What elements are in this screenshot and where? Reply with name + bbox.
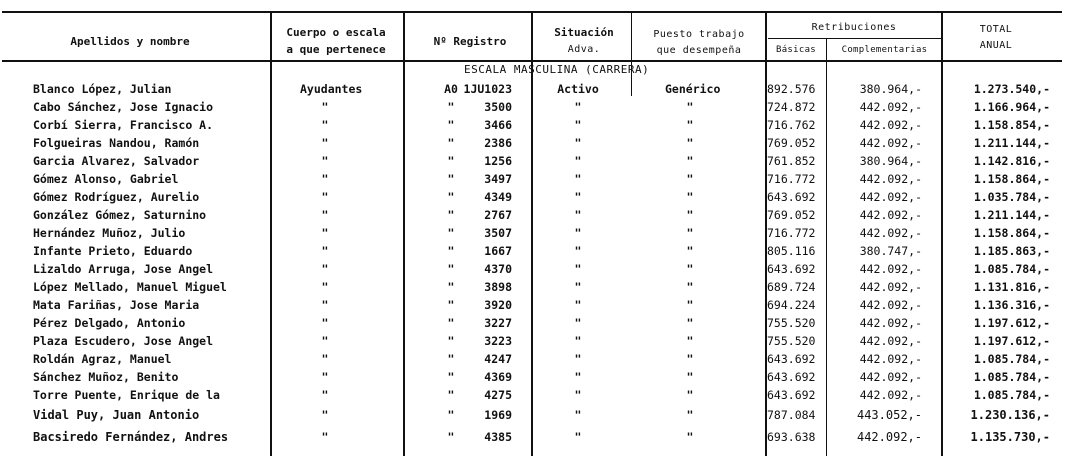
cell-complementarias: 380.964,- (859, 82, 922, 96)
cell-name: Gómez Rodríguez, Aurelio (33, 190, 200, 204)
cell-complementarias: 442.092,- (859, 388, 922, 402)
cell-mark: " (447, 370, 455, 384)
cell-name: Hernández Muñoz, Julio (33, 226, 186, 240)
cell-complementarias: 442.092,- (859, 262, 922, 276)
cell-name: Torre Puente, Enrique de la (33, 388, 220, 402)
cell-basicas: 755.520 (767, 334, 816, 348)
cell-basicas: 787.084 (767, 408, 816, 422)
cell-situacion: " (574, 298, 582, 312)
cell-mark: " (447, 388, 455, 402)
cell-basicas: 689.724 (767, 280, 816, 294)
cell-mark: " (447, 100, 455, 114)
cell-registro: 1667 (484, 244, 512, 258)
cell-basicas: 761.852 (767, 154, 816, 168)
cell-registro: 2386 (484, 136, 512, 150)
cell-cuerpo: " (321, 136, 329, 150)
cell-complementarias: 442.092,- (859, 136, 922, 150)
cell-basicas: 755.520 (767, 316, 816, 330)
cell-registro: 3227 (484, 316, 512, 330)
cell-total: 1.085.784,- (973, 352, 1050, 366)
table-row (0, 172, 1071, 190)
cell-puesto: " (686, 430, 694, 444)
cell-name: Bacsiredo Fernández, Andres (33, 430, 229, 444)
cell-total: 1.136.316,- (973, 298, 1050, 312)
cell-registro: 3507 (484, 226, 512, 240)
cell-cuerpo: " (321, 316, 329, 330)
table-row (0, 118, 1071, 136)
table-row (0, 408, 1071, 426)
cell-basicas: 805.116 (767, 244, 816, 258)
table-row (0, 100, 1071, 118)
table-row (0, 280, 1071, 298)
cell-cuerpo: " (321, 154, 329, 168)
cell-situacion: " (574, 316, 582, 330)
cell-name: Roldán Agraz, Manuel (33, 352, 172, 366)
cell-puesto: " (686, 154, 694, 168)
cell-complementarias: 442.092,- (856, 430, 922, 444)
cell-situacion: " (574, 136, 582, 150)
cell-complementarias: 442.092,- (859, 298, 922, 312)
cell-situacion: " (574, 280, 582, 294)
cell-cuerpo: " (321, 280, 329, 294)
cell-puesto: Genérico (665, 82, 721, 96)
cell-mark: " (447, 408, 455, 422)
cell-cuerpo: Ayudantes (300, 82, 363, 96)
cell-complementarias: 442.092,- (859, 208, 922, 222)
cell-basicas: 643.692 (767, 262, 816, 276)
cell-basicas: 643.692 (767, 352, 816, 366)
cell-registro: 1969 (484, 408, 512, 422)
cell-mark: " (447, 352, 455, 366)
cell-name: Cabo Sánchez, Jose Ignacio (33, 100, 214, 114)
cell-registro: 3898 (484, 280, 512, 294)
cell-registro: 4370 (484, 262, 512, 276)
cell-complementarias: 442.092,- (859, 316, 922, 330)
cell-basicas: 716.772 (767, 226, 816, 240)
cell-situacion: " (574, 370, 582, 384)
cell-basicas: 643.692 (767, 370, 816, 384)
cell-puesto: " (686, 388, 694, 402)
cell-registro: 2767 (484, 208, 512, 222)
cell-name: Corbí Sierra, Francisco A. (33, 118, 214, 132)
cell-total: 1.185.863,- (973, 244, 1050, 258)
header-total-line2: ANUAL (979, 40, 1013, 51)
cell-name: Plaza Escudero, Jose Angel (33, 334, 214, 348)
cell-puesto: " (686, 190, 694, 204)
cell-mark: " (447, 190, 455, 204)
table-row (0, 154, 1071, 172)
cell-total: 1.197.612,- (973, 316, 1050, 330)
cell-total: 1.158.864,- (973, 226, 1050, 240)
cell-total: 1.085.784,- (973, 388, 1050, 402)
cell-total: 1.085.784,- (973, 370, 1050, 384)
cell-registro: 1JU1023 (463, 82, 512, 96)
cell-complementarias: 442.092,- (859, 100, 922, 114)
cell-basicas: 769.052 (767, 136, 816, 150)
cell-situacion: " (574, 334, 582, 348)
cell-total: 1.158.864,- (973, 172, 1050, 186)
cell-mark: " (447, 154, 455, 168)
cell-total: 1.230.136,- (970, 408, 1050, 422)
table-row (0, 82, 1071, 100)
cell-mark: " (447, 280, 455, 294)
cell-basicas: 724.872 (767, 100, 816, 114)
cell-cuerpo: " (321, 100, 329, 114)
header-registro: Nº Registro (433, 35, 507, 48)
cell-situacion: " (574, 430, 582, 444)
cell-complementarias: 442.092,- (859, 190, 922, 204)
cell-cuerpo: " (321, 370, 329, 384)
cell-puesto: " (686, 352, 694, 366)
cell-complementarias: 380.964,- (859, 154, 922, 168)
cell-cuerpo: " (321, 226, 329, 240)
cell-registro: 3223 (484, 334, 512, 348)
cell-cuerpo: " (321, 172, 329, 186)
cell-complementarias: 442.092,- (859, 370, 922, 384)
cell-mark: " (447, 262, 455, 276)
table-row (0, 334, 1071, 352)
cell-cuerpo: " (321, 408, 329, 422)
cell-name: Gómez Alonso, Gabriel (33, 172, 179, 186)
cell-situacion: Activo (557, 82, 599, 96)
cell-complementarias: 442.092,- (859, 226, 922, 240)
cell-mark: " (447, 316, 455, 330)
cell-registro: 4369 (484, 370, 512, 384)
cell-basicas: 892.576 (767, 82, 816, 96)
header-retribuciones: Retribuciones (811, 22, 897, 33)
cell-total: 1.211.144,- (973, 208, 1050, 222)
table-row (0, 136, 1071, 154)
header-cuerpo-line1: Cuerpo o escala (286, 26, 386, 39)
cell-cuerpo: " (321, 388, 329, 402)
cell-registro: 3500 (484, 100, 512, 114)
cell-mark: " (447, 226, 455, 240)
cell-cuerpo: " (321, 298, 329, 312)
cell-cuerpo: " (321, 262, 329, 276)
cell-puesto: " (686, 370, 694, 384)
cell-name: Sánchez Muñoz, Benito (33, 370, 179, 384)
cell-puesto: " (686, 262, 694, 276)
cell-complementarias: 442.092,- (859, 352, 922, 366)
cell-cuerpo: " (321, 244, 329, 258)
cell-puesto: " (686, 118, 694, 132)
cell-name: Folgueiras Nandou, Ramón (33, 136, 200, 150)
cell-cuerpo: " (321, 430, 329, 444)
cell-cuerpo: " (321, 352, 329, 366)
cell-registro: 4385 (484, 430, 512, 444)
cell-name: Lizaldo Arruga, Jose Angel (33, 262, 214, 276)
cell-registro: 4247 (484, 352, 512, 366)
cell-name: Pérez Delgado, Antonio (33, 316, 186, 330)
header-puesto-line1: Puesto trabajo (653, 29, 745, 40)
cell-mark: " (447, 244, 455, 258)
header-cuerpo-line2: a que pertenece (286, 43, 386, 56)
table-row (0, 298, 1071, 316)
cell-puesto: " (686, 100, 694, 114)
header-name: Apellidos y nombre (70, 35, 190, 48)
cell-mark: " (447, 298, 455, 312)
cell-complementarias: 442.092,- (859, 118, 922, 132)
cell-registro: 3497 (484, 172, 512, 186)
table-row (0, 316, 1071, 334)
cell-basicas: 716.762 (767, 118, 816, 132)
cell-situacion: " (574, 408, 582, 422)
cell-situacion: " (574, 226, 582, 240)
cell-total: 1.142.816,- (973, 154, 1050, 168)
table-row (0, 208, 1071, 226)
cell-registro: 3920 (484, 298, 512, 312)
cell-puesto: " (686, 334, 694, 348)
cell-mark: " (447, 172, 455, 186)
cell-total: 1.273.540,- (973, 82, 1050, 96)
cell-cuerpo: " (321, 334, 329, 348)
table-row (0, 190, 1071, 208)
cell-name: López Mellado, Manuel Miguel (33, 280, 227, 294)
cell-total: 1.197.612,- (973, 334, 1050, 348)
cell-registro: 4349 (484, 190, 512, 204)
cell-name: Garcia Alvarez, Salvador (33, 154, 200, 168)
cell-situacion: " (574, 154, 582, 168)
cell-name: Blanco López, Julian (33, 82, 172, 96)
cell-basicas: 643.692 (767, 388, 816, 402)
cell-basicas: 693.638 (767, 430, 816, 444)
header-puesto-line2: que desempeña (656, 45, 742, 56)
cell-basicas: 769.052 (767, 208, 816, 222)
cell-name: González Gómez, Saturnino (33, 208, 207, 222)
cell-puesto: " (686, 280, 694, 294)
cell-puesto: " (686, 208, 694, 222)
header-total-line1: TOTAL (979, 24, 1013, 35)
cell-registro: 3466 (484, 118, 512, 132)
cell-total: 1.085.784,- (973, 262, 1050, 276)
cell-mark: " (447, 430, 455, 444)
cell-puesto: " (686, 316, 694, 330)
cell-puesto: " (686, 408, 694, 422)
cell-complementarias: 442.092,- (859, 334, 922, 348)
header-situacion-line2: Adva. (567, 44, 601, 55)
cell-mark: " (447, 334, 455, 348)
cell-basicas: 694.224 (767, 298, 816, 312)
retribuciones-divider (768, 38, 943, 39)
cell-situacion: " (574, 118, 582, 132)
cell-total: 1.166.964,- (973, 100, 1050, 114)
cell-total: 1.035.784,- (973, 190, 1050, 204)
cell-cuerpo: " (321, 190, 329, 204)
header-situacion-line1: Situación (554, 26, 614, 39)
cell-complementarias: 380.747,- (859, 244, 922, 258)
cell-complementarias: 442.092,- (859, 280, 922, 294)
cell-situacion: " (574, 100, 582, 114)
cell-complementarias: 443.052,- (856, 408, 922, 422)
cell-basicas: 716.772 (767, 172, 816, 186)
table-row (0, 262, 1071, 280)
cell-cuerpo: " (321, 208, 329, 222)
cell-cuerpo: " (321, 118, 329, 132)
cell-puesto: " (686, 172, 694, 186)
table-row (0, 352, 1071, 370)
cell-puesto: " (686, 244, 694, 258)
cell-puesto: " (686, 226, 694, 240)
cell-total: 1.211.144,- (973, 136, 1050, 150)
cell-puesto: " (686, 298, 694, 312)
cell-total: 1.131.816,- (973, 280, 1050, 294)
cell-mark: A0 (444, 82, 458, 96)
cell-situacion: " (574, 352, 582, 366)
cell-situacion: " (574, 244, 582, 258)
section-banner: ESCALA MASCULINA (CARRERA) (464, 63, 650, 76)
table-row (0, 226, 1071, 244)
cell-situacion: " (574, 190, 582, 204)
cell-total: 1.135.730,- (970, 430, 1050, 444)
table-row (0, 388, 1071, 406)
cell-complementarias: 442.092,- (859, 172, 922, 186)
cell-total: 1.158.854,- (973, 118, 1050, 132)
cell-name: Mata Fariñas, Jose Maria (33, 298, 200, 312)
cell-situacion: " (574, 262, 582, 276)
cell-mark: " (447, 208, 455, 222)
cell-mark: " (447, 118, 455, 132)
cell-situacion: " (574, 208, 582, 222)
cell-situacion: " (574, 388, 582, 402)
cell-situacion: " (574, 172, 582, 186)
header-basicas: Básicas (775, 45, 817, 55)
cell-basicas: 643.692 (767, 190, 816, 204)
table-row (0, 244, 1071, 262)
cell-name: Infante Prieto, Eduardo (33, 244, 193, 258)
header-complementarias: Complementarias (841, 45, 928, 55)
cell-name: Vidal Puy, Juan Antonio (33, 408, 200, 422)
table-row (0, 430, 1071, 448)
table-row (0, 370, 1071, 388)
cell-mark: " (447, 136, 455, 150)
cell-registro: 4275 (484, 388, 512, 402)
cell-puesto: " (686, 136, 694, 150)
cell-registro: 1256 (484, 154, 512, 168)
